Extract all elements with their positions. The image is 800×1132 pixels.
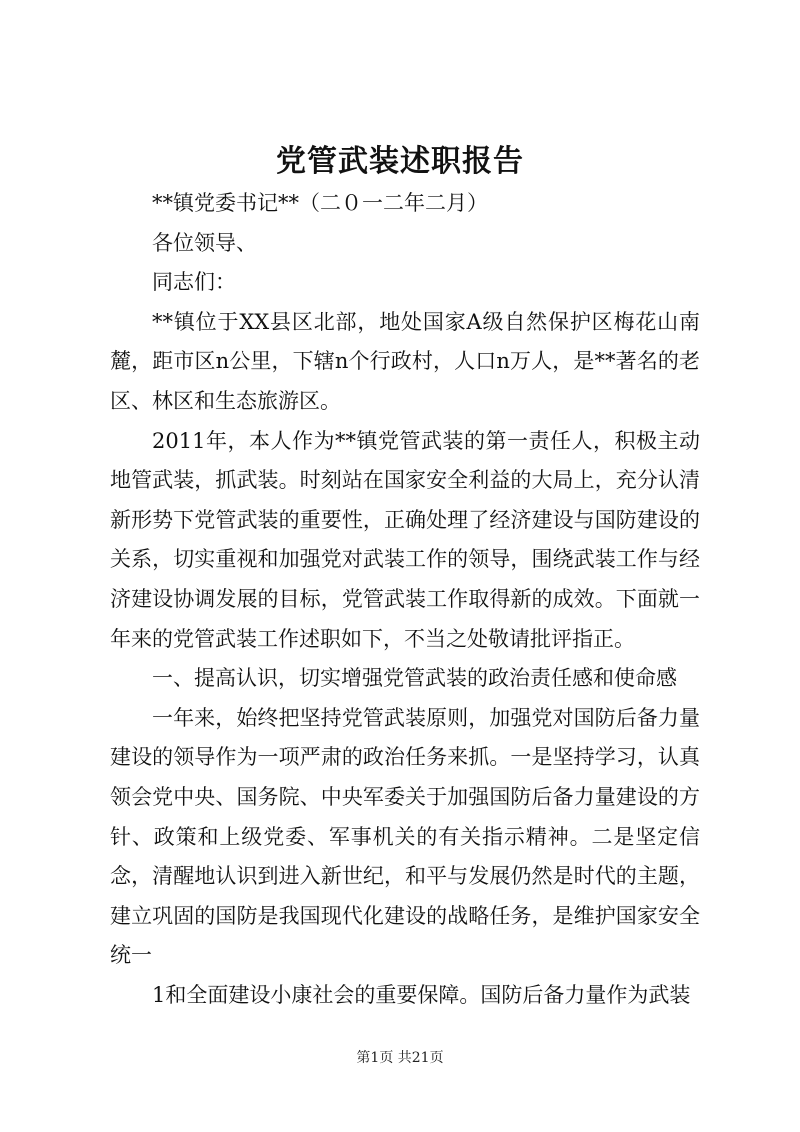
- salutation-leaders: 各位领导、: [152, 230, 257, 255]
- paragraph-town-intro: **镇位于XX县区北部，地处国家A级自然保护区梅花山南麓，距市区n公里，下辖n个行政村，人口n万人，是**著名的老区、林区和生态旅游区。: [110, 309, 700, 413]
- document-body: [110, 184, 700, 1015]
- salutation-comrades: 同志们：: [152, 270, 236, 295]
- document-title: 党管武装述职报告: [276, 144, 524, 179]
- section-heading-1: 一、提高认识，切实增强党管武装的政治责任感和使命感: [152, 666, 677, 691]
- author-line: **镇党委书记**（二０一二年二月）: [152, 191, 488, 215]
- page-number-footer: 第1页 共21页: [356, 1050, 444, 1066]
- paragraph-continuation: 1和全面建设小康社会的重要保障。国防后备力量作为武装: [152, 982, 691, 1007]
- paragraph-2011-summary: 2011年，本人作为**镇党管武装的第一责任人，积极主动地管武装，抓武装。时刻站在国家安全利益的大局上，充分认清新形势下党管武装的重要性，正确处理了经济建设与国防建设的关系，切实重视和加强党对武装工作的领导，围绕武装工作与经济建设协调发展的目标，党管武装工作取得新的成效。下面就一年来的党管武装工作述职如下，不当之处敬请批评指正。: [110, 428, 700, 651]
- paragraph-section-1-body: 一年来，始终把坚持党管武装原则，加强党对国防后备力量建设的领导作为一项严肃的政治任务来抓。一是坚持学习，认真领会党中央、国务院、中央军委关于加强国防后备力量建设的方针、政策和上级党委、军事机关的有关指示精神。二是坚定信念，清醒地认识到进入新世纪，和平与发展仍然是时代的主题，建立巩固的国防是我国现代化建设的战略任务，是维护国家安全统一: [110, 705, 700, 968]
